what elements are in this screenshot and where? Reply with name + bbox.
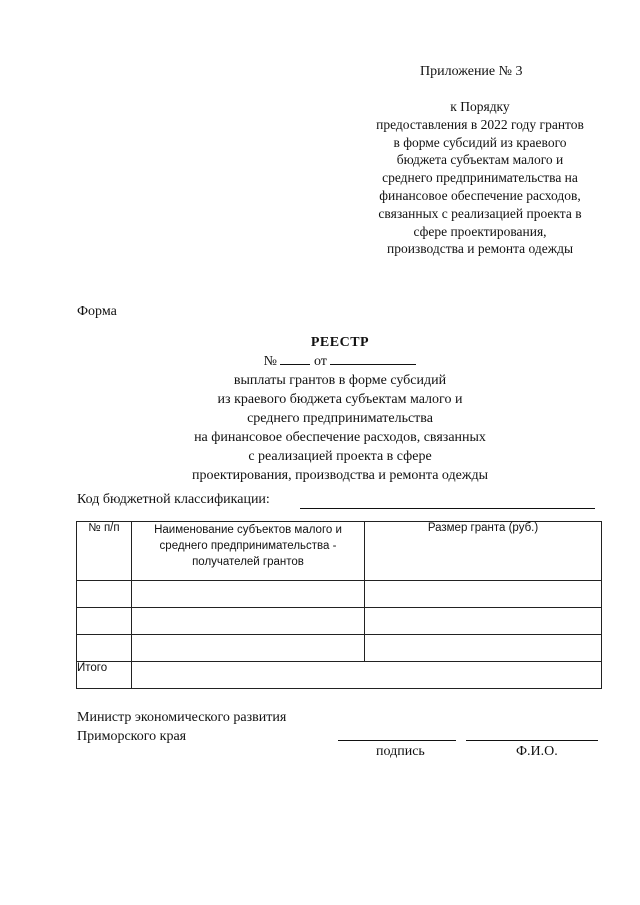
registry-heading	[0, 333, 640, 485]
minister-line: Приморского края	[77, 729, 187, 744]
fio-blank	[466, 740, 598, 741]
budget-classification-label: Код бюджетной классификации:	[77, 492, 270, 507]
number-blank	[280, 352, 310, 365]
appendix-line: бюджета субъектам малого и	[396, 152, 564, 168]
fio-label: Ф.И.О.	[516, 744, 558, 759]
table-header-row	[77, 522, 602, 581]
appendix-text	[355, 98, 605, 258]
header-number: № п/п	[77, 522, 132, 581]
table-row	[77, 635, 602, 662]
minister-title	[77, 708, 286, 746]
appendix-line: к Порядку	[450, 99, 510, 114]
signature-label: подпись	[376, 744, 425, 759]
minister-line: Министр экономического развития	[77, 710, 287, 725]
registry-line: из краевого бюджета субъектам малого и	[217, 392, 463, 407]
number-sign: №	[263, 354, 277, 369]
appendix-line: в форме субсидий из краевого	[393, 134, 567, 150]
appendix-line: среднего предпринимательства на	[382, 170, 578, 186]
table-total-row	[77, 662, 602, 689]
appendix-line: связанных с реализацией проекта в	[378, 205, 582, 221]
table-cell	[132, 581, 365, 608]
header-recipient-name: Наименование субъектов малого и среднего предпринимательства - получателей грантов	[132, 522, 365, 581]
table-cell	[365, 608, 602, 635]
table-cell	[77, 581, 132, 608]
total-value-cell	[132, 662, 602, 689]
signature-blank	[338, 740, 456, 741]
table-row	[77, 581, 602, 608]
registry-line: выплаты грантов в форме субсидий	[233, 373, 447, 388]
table-row	[77, 608, 602, 635]
from-word: от	[313, 354, 327, 369]
grant-register-table	[76, 521, 602, 689]
registry-line: на финансовое обеспечение расходов, связанных	[194, 430, 486, 445]
form-label: Форма	[77, 304, 117, 319]
table-cell	[132, 608, 365, 635]
appendix-title: Приложение № 3	[420, 64, 523, 79]
table-cell	[77, 635, 132, 662]
table-cell	[365, 581, 602, 608]
appendix-line: производства и ремонта одежды	[386, 241, 574, 257]
registry-line: проектирования, производства и ремонта одежды	[191, 468, 489, 483]
table-cell	[365, 635, 602, 662]
appendix-line: сфере проектирования,	[413, 223, 547, 239]
table-cell	[77, 608, 132, 635]
date-blank	[330, 352, 416, 365]
appendix-line: предоставления в 2022 году грантов	[376, 116, 584, 132]
total-label: Итого	[77, 662, 132, 689]
budget-classification-blank	[300, 508, 595, 509]
registry-line: среднего предпринимательства	[247, 411, 433, 426]
registry-line: с реализацией проекта в сфере	[248, 449, 432, 464]
registry-title: РЕЕСТР	[310, 335, 370, 350]
header-grant-amount: Размер гранта (руб.)	[365, 522, 602, 581]
registry-number-line	[0, 352, 640, 371]
appendix-line: финансовое обеспечение расходов,	[379, 187, 581, 203]
table-cell	[132, 635, 365, 662]
